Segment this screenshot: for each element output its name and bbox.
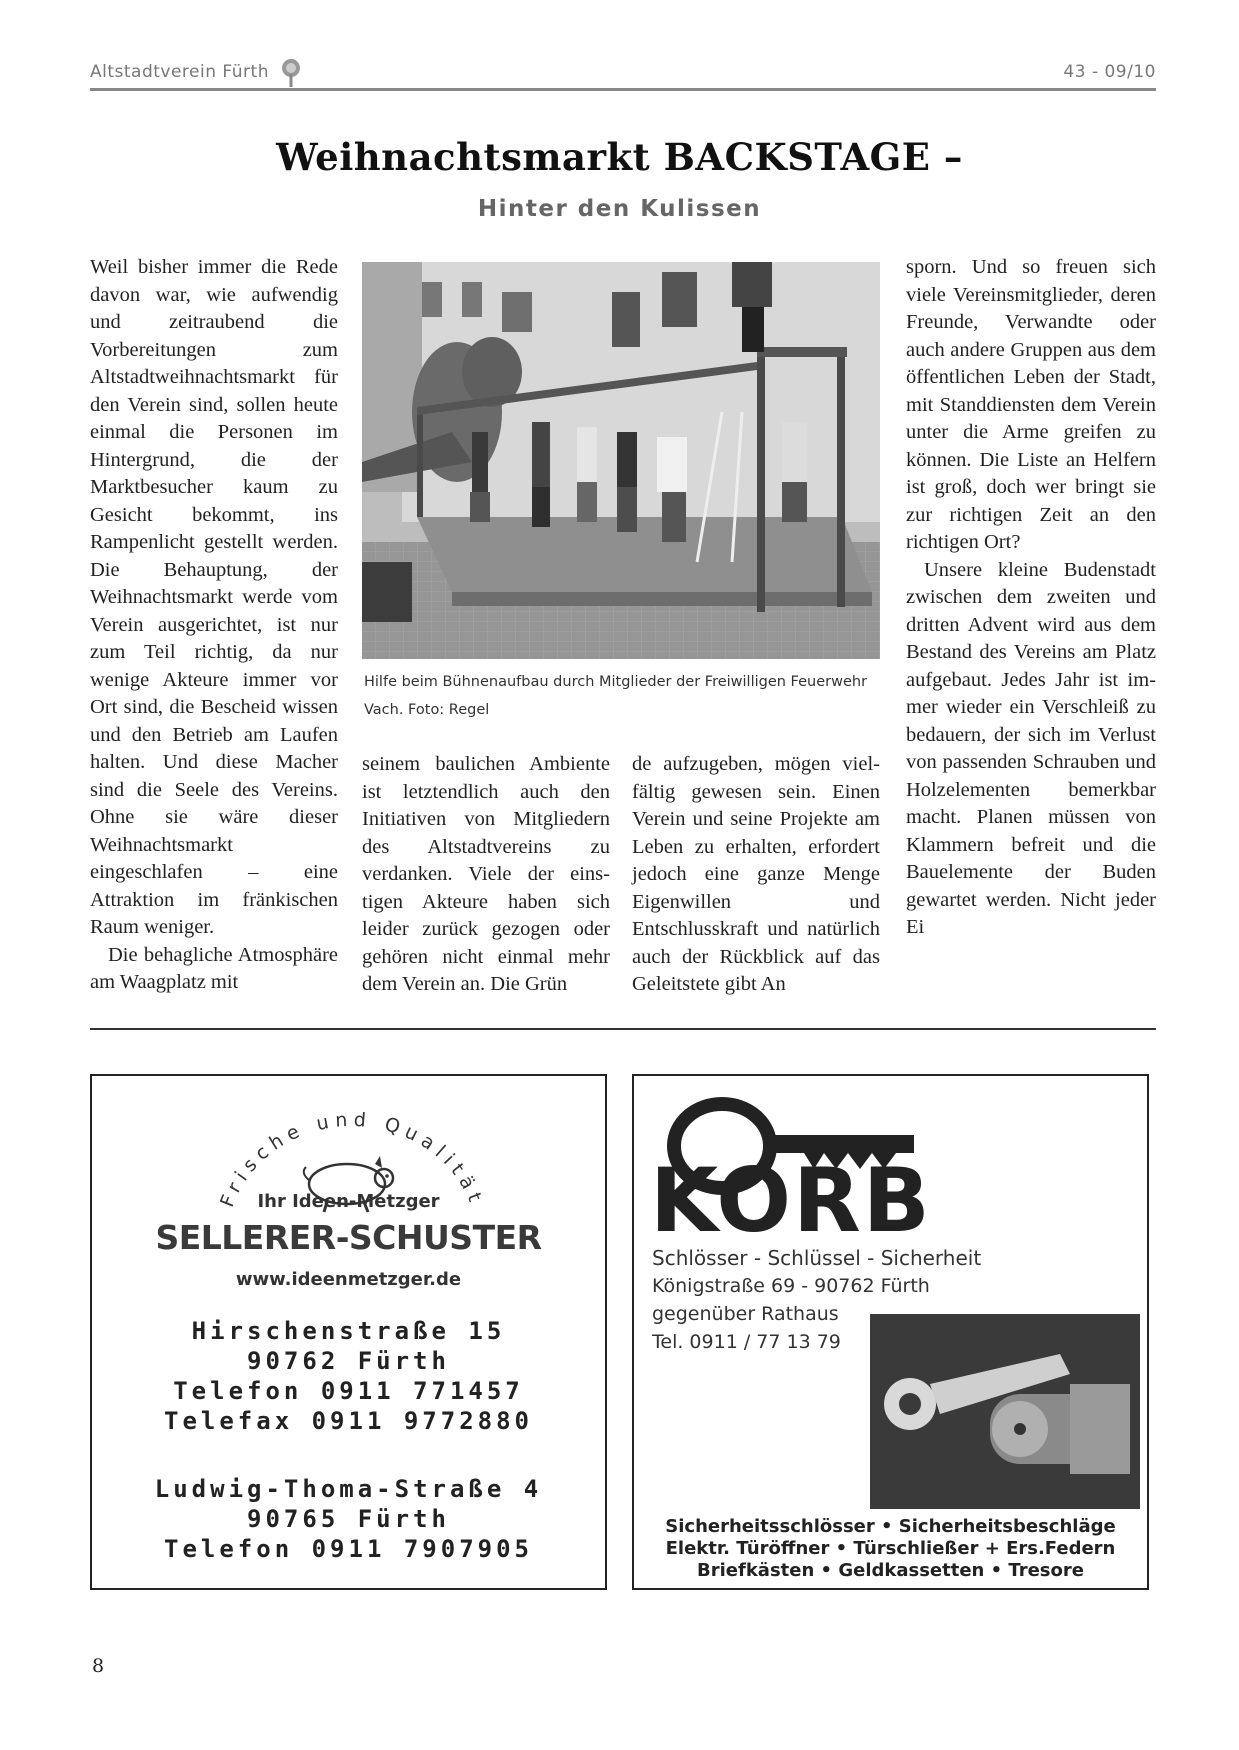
butcher-website: www.ideenmetzger.de	[235, 1269, 462, 1290]
location-line: gegenüber Rathaus	[652, 1303, 839, 1325]
running-header	[90, 60, 1156, 88]
paragraph: de aufzugeben, mögen vielfältig gewesen sein. Einen Verein und seine Projekte am Leben zu erhalten, erfordert jedoch eine ganze Menge Eigenwillen und Entschlusskraft und natürlich auch der Rückblick auf das Geleitstete gibt An	[632, 753, 880, 995]
butcher-brand: SELLERER-SCHUSTER	[155, 1218, 542, 1257]
photo-caption: Hilfe beim Bühnenaufbau durch Mitglieder der Freiwilligen Feuerwehr Vach. Foto: Regel	[364, 674, 868, 718]
lock-cylinder-image	[870, 1314, 1140, 1509]
publication-name: Altstadtverein Fürth	[90, 62, 269, 82]
services-line: Schlösser - Schlüssel - Sicherheit	[652, 1246, 982, 1270]
article-photo	[362, 262, 880, 659]
article-title: Weihnachtsmarkt BACKSTAGE –	[276, 135, 963, 179]
products-line-1: Sicherheitsschlösser • Sicherheitsbeschläge	[665, 1516, 1116, 1537]
article-subtitle: Hinter den Kulissen	[477, 196, 762, 222]
fax: Telefax 0911 9772880	[164, 1407, 533, 1435]
paragraph: Die behagliche Atmosphäre am Waagplatz mit	[90, 943, 338, 993]
article-column-3	[632, 751, 880, 999]
tagline-text: Frische und Qualität	[216, 1108, 488, 1211]
phone: Telefon 0911 7907905	[164, 1535, 533, 1563]
locksmith-products	[634, 1516, 1147, 1582]
paragraph: Unsere kleine Budenstadt zwischen dem zweiten und dritten Advent wird aus dem Bestand des Vereins am Platz aufgebaut. Jedes Jahr ist immer wieder ein Verschleiß zu bedauern, der sich im Verlust von passenden Schrauben und Holzelementen bemerkbar macht. Planen müssen von Klammern befreit und die Bauelemente der Buden gewartet werden. Nicht jeder Ei	[906, 558, 1156, 938]
street: Hirschenstraße 15	[191, 1317, 506, 1345]
city: 90762 Fürth	[247, 1347, 450, 1375]
korb-logo-text: KORB	[650, 1151, 932, 1241]
phone: Telefon 0911 771457	[173, 1377, 524, 1405]
city: 90765 Fürth	[247, 1505, 450, 1533]
section-rule	[90, 1028, 1156, 1030]
advertisement-butcher	[90, 1074, 607, 1590]
paragraph: sporn. Und so freuen sich viele Vereinsmitglieder, deren Freunde, Verwandte oder auch andere Gruppen aus dem öffentlichen Leben der Stadt, mit Standdiensten dem Verein unter die Arme greifen zu können. Die Liste an Helfern ist groß, doch wer bringt sie zur richtigen Zeit an den richtigen Ort?	[906, 256, 1156, 553]
products-line-3: Briefkästen • Geldkassetten • Tresore	[697, 1560, 1084, 1581]
header-rule	[90, 88, 1156, 91]
phone-line: Tel. 0911 / 77 13 79	[652, 1331, 841, 1353]
butcher-branch-2	[92, 1474, 605, 1564]
stage-construction-photo	[362, 262, 880, 659]
products-line-2: Elektr. Türöffner • Türschließer + Ers.Federn	[665, 1538, 1116, 1559]
article-column-1	[90, 254, 338, 997]
page-number: 8	[92, 1655, 105, 1677]
butcher-branch-1	[92, 1316, 605, 1436]
street: Ludwig-Thoma-Straße 4	[154, 1475, 543, 1503]
butcher-slogan: Ihr Ideen-Metzger	[257, 1191, 440, 1212]
address-line: Königstraße 69 - 90762 Fürth	[652, 1275, 930, 1297]
article-column-2	[362, 751, 610, 999]
tree-logo-icon	[280, 58, 302, 88]
paragraph: Weil bisher immer die Rede davon war, wie aufwendig und zeitraubend die Vorbereitungen zum Altstadtweihnachtsmarkt für den Verein sind, sollen heute einmal die Personen im Hintergrund, die der Marktbesucher kaum zu Gesicht bekommt, ins Rampenlicht gestellt werden. Die Behauptung, der Weihnachtsmarkt werde vom Verein ausgerichtet, ist nur zum Teil richtig, da nur wenige Akteure immer vor Ort sind, die Bescheid wissen und den Betrieb am Laufen halten. Und diese Macher sind die Seele des Vereins. Ohne sie wäre dieser Weihnachtsmarkt eingeschlafen – eine Attraktion im fränkischen Raum weniger.	[90, 256, 338, 938]
paragraph: seinem baulichen Ambiente ist letztendlich auch den Initiativen von Mitgliedern des Altstadtvereins zu verdanken. Viele der einstigen Akteure haben sich leider zurück gezogen oder gehören nicht einmal mehr dem Verein an. Die Grün	[362, 753, 610, 995]
issue-number: 43 - 09/10	[1063, 62, 1156, 82]
korb-logo	[648, 1151, 948, 1241]
advertisement-locksmith	[632, 1074, 1149, 1590]
article-column-4	[906, 254, 1156, 942]
